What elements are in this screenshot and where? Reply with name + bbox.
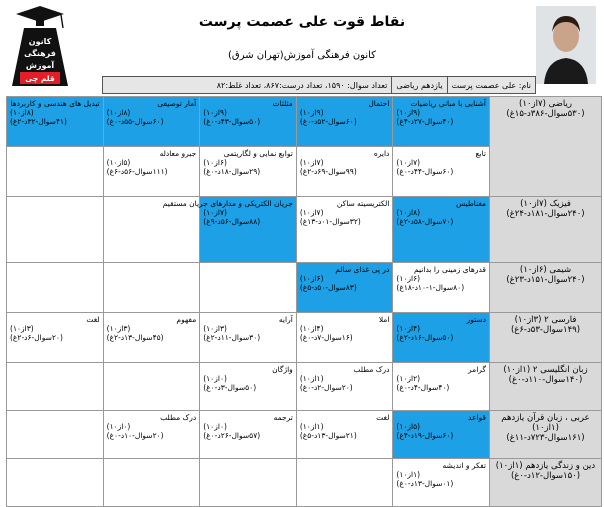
topic-name: دایره	[373, 149, 390, 158]
topic-cell	[200, 97, 297, 147]
topic-cell	[103, 363, 200, 411]
topic-cell	[200, 313, 297, 363]
topic-cell	[7, 411, 104, 459]
topic-stats: (۲۰سوال-۱۰د-۰غ)	[106, 431, 164, 440]
subject-stats: (۱۴۹سوال-۵۳د-۶غ)	[510, 325, 581, 335]
topic-score: (۸از۱۰)	[396, 208, 421, 217]
topic-stats: (۵۷سوال-۲۶د-۰غ)	[203, 431, 261, 440]
topic-stats: (۲۰سوال-۶د-۲غ)	[10, 333, 63, 342]
topic-score: (۹از۱۰)	[203, 108, 227, 117]
topic-cell	[393, 459, 490, 507]
topic-name: جریان الکتریکی و مدارهای جریان مستقیم	[162, 199, 293, 208]
topic-name: لغت	[376, 413, 390, 422]
topic-stats: (۰۱سوال-۱۳د-۰غ)	[396, 479, 454, 488]
table-row	[7, 97, 602, 147]
topic-stats: (۶۰سوال-۱۹د-۴غ)	[396, 431, 454, 440]
topic-score: (۷از۱۰)	[203, 208, 227, 217]
topic-score: (۰از۱۰)	[203, 422, 227, 431]
topic-name: آرایه	[278, 315, 293, 324]
topic-cell	[7, 97, 104, 147]
topic-cell	[296, 263, 393, 313]
topic-cell	[393, 97, 490, 147]
subject-title: شیمی (۶از۱۰)	[519, 265, 572, 275]
subject-title: زبان انگلیسی ۲ (۱از۱۰)	[503, 365, 588, 375]
topic-score: (۹از۱۰)	[299, 108, 324, 117]
topic-stats: (۴۵سوال-۱۳د-۲غ)	[106, 333, 164, 342]
logo-line-1: کانون	[28, 37, 52, 46]
subject-cell	[490, 363, 602, 411]
topic-score: (۳از۱۰)	[203, 324, 227, 333]
table-row	[7, 197, 602, 263]
topic-stats: (۷۰سوال-۵۸د-۲غ)	[396, 217, 454, 226]
topic-cell	[103, 313, 200, 363]
topic-score: (۰از۱۰)	[106, 422, 131, 431]
subject-cell	[490, 313, 602, 363]
topic-cell	[200, 147, 297, 197]
topic-name: الکتریسیته ساکن	[336, 199, 390, 208]
topic-name: در پی غذای سالم	[335, 265, 390, 274]
topic-score: (۲از۱۰)	[396, 374, 421, 383]
topic-score: (۶از۱۰)	[299, 274, 324, 283]
topic-name: مغناطیس	[456, 199, 486, 208]
topic-score: (۱از۱۰)	[299, 374, 324, 383]
topic-cell	[393, 263, 490, 313]
table-row	[7, 411, 602, 459]
logo-line-2: فرهنگی	[24, 49, 56, 58]
topic-name: درک مطلب	[160, 413, 197, 422]
topic-name: ترجمه	[273, 413, 293, 422]
logo-line-3: آموزش	[25, 61, 55, 70]
topic-stats: (۱۶سوال-۷د-۰غ)	[299, 333, 353, 342]
strengths-table	[6, 96, 602, 507]
subject-title: ریاضی (۷از۱۰)	[519, 99, 572, 109]
topic-name: واژگان	[272, 365, 293, 374]
topic-name: تبدیل های هندسی و کاربردها	[10, 99, 100, 108]
subject-title: عربی ، زبان قرآن یازدهم (۱از۱۰)	[501, 413, 590, 433]
topic-cell	[296, 363, 393, 411]
topic-stats: (۲۹سوال-۱۸د-۰غ)	[203, 167, 261, 176]
topic-stats: (۴۰سوال-۲۷د-۴غ)	[396, 117, 454, 126]
topic-cell	[393, 411, 490, 459]
subject-title: فیزیک (۷از۱۰)	[520, 199, 571, 209]
topic-stats: (۶۰سوال-۴۴د-۰غ)	[396, 167, 454, 176]
student-name: نام: علی عصمت پرست	[447, 77, 535, 93]
topic-score: (۷از۱۰)	[299, 208, 324, 217]
topic-score: (۳از۱۰)	[106, 324, 131, 333]
topic-name: گرامر	[468, 365, 486, 374]
topic-cell	[296, 459, 393, 507]
topic-stats: (۲۱سوال-۱۳د-۵غ)	[299, 431, 357, 440]
topic-name: احتمال	[368, 99, 390, 108]
table-row	[7, 263, 602, 313]
topic-cell	[7, 363, 104, 411]
topic-cell	[200, 363, 297, 411]
topic-stats: (۸۳سوال-۵۰د-۵غ)	[299, 283, 357, 292]
topic-name: جبرو معادله	[159, 149, 197, 158]
topic-cell	[7, 459, 104, 507]
topic-name: تفکر و اندیشه	[442, 461, 486, 470]
topic-name: درک مطلب	[353, 365, 390, 374]
student-grade: یازدهم ریاضی	[391, 77, 446, 93]
subject-title: دین و زندگی یازدهم (۱از۱۰)	[495, 461, 596, 471]
topic-score: (۷از۱۰)	[396, 158, 421, 167]
page-title: نقاط قوت علی عصمت پرست	[198, 14, 406, 30]
table-row	[7, 459, 602, 507]
topic-score: (۵از۱۰)	[106, 158, 131, 167]
topic-name: توابع نمایی و لگاریتمی	[223, 149, 293, 158]
topic-score: (۹از۱۰)	[396, 108, 421, 117]
topic-cell	[296, 411, 393, 459]
topic-score: (۶از۱۰)	[396, 274, 421, 283]
topic-name: مفهوم	[176, 315, 197, 324]
topic-name: آشنایی با مبانی ریاضیات	[410, 99, 486, 108]
topic-score: (۱از۱۰)	[299, 422, 324, 431]
topic-stats: (۱۱۱سوال-۵۶د-۶غ)	[106, 167, 168, 176]
topic-score: (۶از۱۰)	[203, 158, 227, 167]
topic-name: قواعد	[468, 413, 486, 422]
topic-score: (۱از۱۰)	[396, 470, 421, 479]
subject-stats: (۱۴۰سوال-۱۱۰د-۰غ)	[508, 375, 583, 385]
page-subtitle: کانون فرهنگی آموزش(تهران شرق)	[228, 50, 376, 61]
topic-cell	[103, 97, 200, 147]
topic-cell	[103, 459, 200, 507]
subject-cell	[490, 459, 602, 507]
subject-stats: (۲۴۰سوال-۱۵۱د-۲۳غ)	[506, 275, 585, 285]
topic-name: لغت	[86, 315, 100, 324]
topic-name: تابع	[475, 149, 486, 158]
student-info-bar	[102, 76, 536, 94]
topic-stats: (۵۰سوال-۳د-۰غ)	[203, 383, 257, 392]
topic-name: دستور	[466, 315, 486, 324]
topic-score: (۴از۱۰)	[396, 324, 421, 333]
topic-cell	[296, 147, 393, 197]
topic-cell	[103, 411, 200, 459]
topic-cell	[296, 97, 393, 147]
topic-stats: (۵۰سوال-۴۳د-۰غ)	[203, 117, 261, 126]
topic-cell	[393, 363, 490, 411]
subject-stats: (۵۳۰سوال-۳۸۶د-۱۵غ)	[506, 109, 585, 119]
topic-cell	[162, 197, 297, 263]
table-row	[7, 313, 602, 363]
topic-score: (۷از۱۰)	[299, 158, 324, 167]
topic-stats: (۴۱سوال-۳۲د-۲غ)	[10, 117, 67, 126]
topic-stats: (۹۹سوال-۶۹د-۲غ)	[299, 167, 357, 176]
topic-cell	[393, 147, 490, 197]
student-stats: تعداد سوال: ۱۵۹۰، تعداد درست:۸۶۷، تعداد غلط:۸۲	[216, 80, 388, 90]
topic-cell	[200, 263, 297, 313]
topic-stats: (۵۰سوال-۱۶د-۲غ)	[396, 333, 454, 342]
subject-cell	[490, 411, 602, 459]
topic-stats: (۳۲سوال-۰۱د-۱۳غ)	[299, 217, 361, 226]
topic-score: (۸از۱۰)	[10, 108, 34, 117]
topic-name: مثلثات	[272, 99, 293, 108]
subject-cell	[490, 263, 602, 313]
topic-cell	[103, 263, 200, 313]
subject-stats: (۲۴۰سوال-۱۸۱د-۲۴غ)	[506, 209, 585, 219]
topic-score: (۳از۱۰)	[10, 324, 34, 333]
topic-score: (۴از۱۰)	[299, 324, 324, 333]
topic-cell	[7, 197, 104, 263]
topic-cell	[296, 197, 393, 263]
topic-cell	[103, 147, 200, 197]
topic-cell	[393, 197, 490, 263]
topic-name: قدرهای زمینی را بدانیم	[414, 265, 486, 274]
topic-cell	[200, 459, 297, 507]
subject-stats: (۱۵۰سوال-۱۲د-۰غ)	[510, 471, 581, 481]
topic-stats: (۸۰سوال-۱-۱۰د-۱۸غ)	[396, 283, 465, 292]
topic-stats: (۳۰سوال-۱۱د-۲غ)	[203, 333, 261, 342]
table-row	[7, 363, 602, 411]
topic-stats: (۴۰سوال-۴د-۰غ)	[396, 383, 450, 392]
topic-cell	[7, 147, 104, 197]
topic-score: (۵از۱۰)	[396, 422, 421, 431]
subject-title: فارسی ۲ (۳از۱۰)	[514, 315, 577, 325]
topic-cell	[200, 411, 297, 459]
topic-cell	[7, 263, 104, 313]
topic-score: (۰از۱۰)	[203, 374, 227, 383]
topic-cell	[7, 313, 104, 363]
subject-cell	[490, 197, 602, 263]
topic-stats: (۸۸سوال-۵۶د-۹غ)	[203, 217, 261, 226]
topic-stats: (۶۰سوال-۵۲د-۰غ)	[299, 117, 357, 126]
topic-cell	[296, 313, 393, 363]
topic-name: آمار توصیفی	[157, 99, 197, 108]
subject-cell	[490, 97, 602, 197]
topic-stats: (۶۰سوال-۵۵د-۰غ)	[106, 117, 164, 126]
topic-name: املا	[378, 315, 390, 324]
subject-stats: (۱۶۱سوال-۷۲۳د-۱۱غ)	[506, 433, 585, 443]
topic-cell	[393, 313, 490, 363]
topic-stats: (۲۰سوال-۲د-۰غ)	[299, 383, 353, 392]
logo-line-4: قلم چی	[25, 74, 55, 83]
topic-score: (۸از۱۰)	[106, 108, 131, 117]
